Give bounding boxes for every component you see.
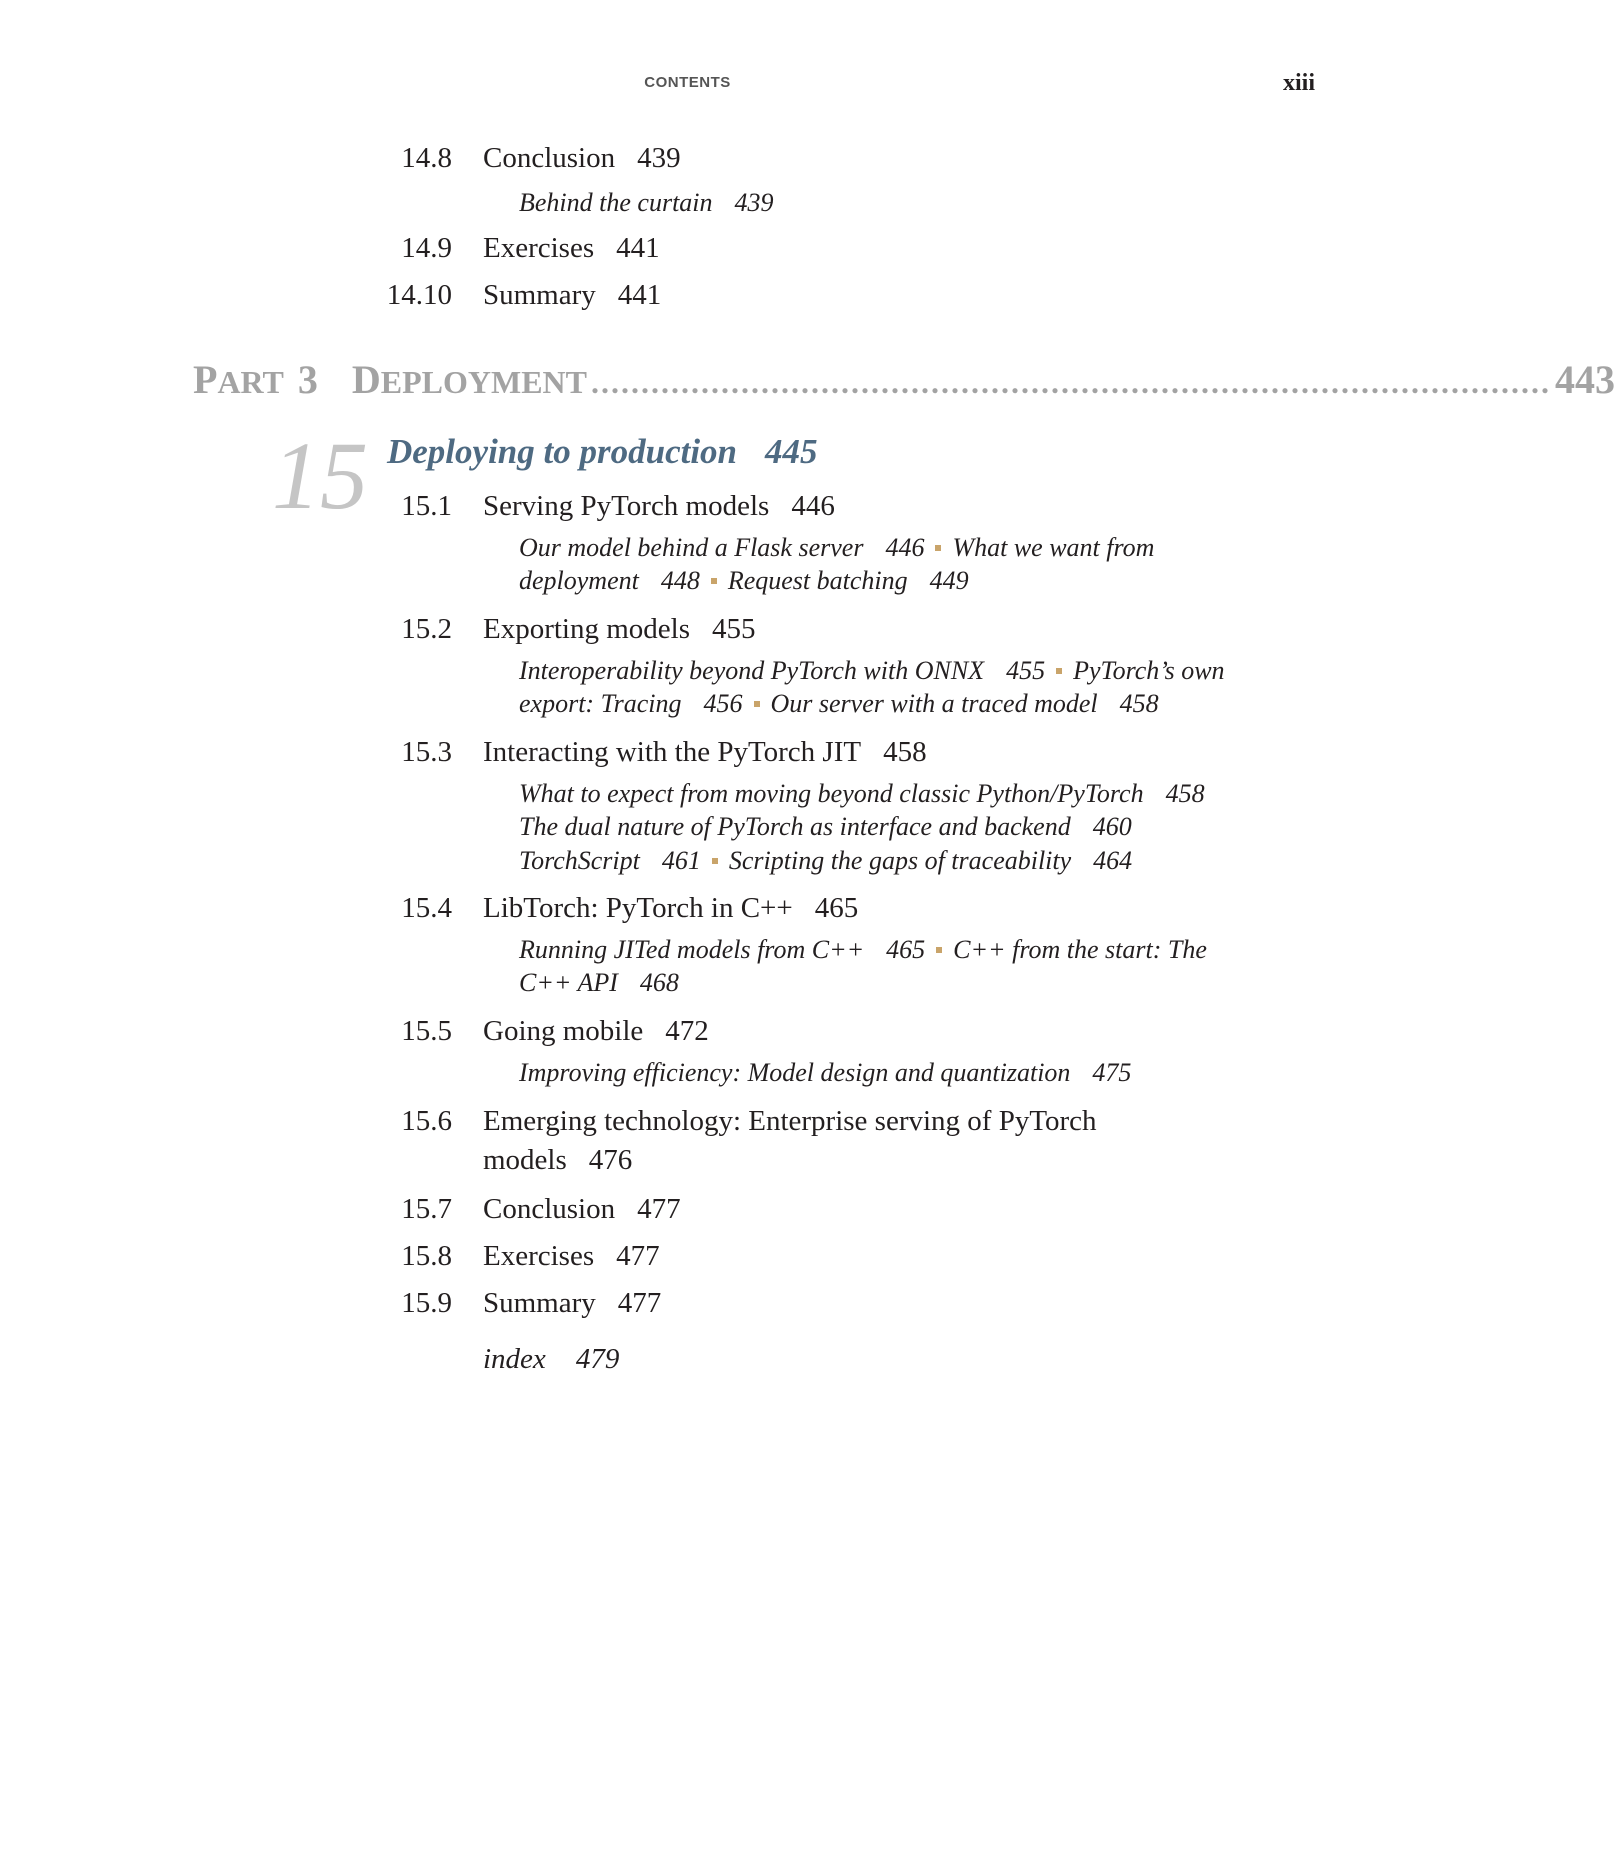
separator-bullet	[754, 701, 760, 707]
chapter-entry[interactable]	[387, 432, 818, 472]
page-ref: 458	[1165, 779, 1205, 808]
subsection-title: What we want from	[952, 533, 1155, 562]
section-number: 14.9	[401, 232, 452, 264]
part-label-initial: P	[193, 357, 218, 402]
subsection-line[interactable]	[519, 1058, 1131, 1088]
chapter-number: 15	[272, 422, 368, 529]
subsection-title: Running JITed models from C++	[519, 935, 865, 964]
section-number: 15.4	[401, 892, 452, 924]
part-title-rest: EPLOYMENT	[380, 364, 587, 400]
subsection-title: Our server with a traced model	[770, 689, 1098, 718]
page-ref: 446	[885, 533, 925, 562]
subsection-line[interactable]	[519, 689, 1159, 719]
section-number: 14.10	[386, 279, 452, 311]
part-page: 443	[1555, 357, 1615, 402]
toc-entry[interactable]	[483, 613, 756, 646]
section-title: LibTorch: PyTorch in C++	[483, 892, 793, 924]
subsection-line[interactable]	[519, 968, 679, 998]
separator-bullet	[711, 578, 717, 584]
subsection-title: Our model behind a Flask server	[519, 533, 864, 562]
subsection-title: C++ from the start: The	[953, 935, 1207, 964]
section-number: 15.7	[401, 1193, 452, 1225]
page-ref: 455	[1006, 656, 1046, 685]
chapter-title: Deploying to production	[387, 432, 738, 471]
section-title: Exercises	[483, 1240, 595, 1272]
section-number: 15.3	[401, 736, 452, 768]
subsection-title: C++ API	[519, 968, 618, 997]
page-ref: 455	[712, 613, 756, 645]
subsection-title: Improving efficiency: Model design and quantization	[519, 1058, 1071, 1087]
toc-entry[interactable]	[483, 736, 927, 769]
section-number: 15.8	[401, 1240, 452, 1272]
subsection-entry[interactable]	[519, 188, 774, 218]
index-entry[interactable]	[483, 1343, 619, 1376]
subsection-title: TorchScript	[519, 846, 640, 875]
page-ref: 465	[814, 892, 859, 924]
section-title: Exercises	[483, 232, 595, 264]
section-number: 15.9	[401, 1287, 452, 1319]
subsection-title: Interoperability beyond PyTorch with ONNX	[519, 656, 985, 685]
part-title-initial: D	[351, 357, 381, 402]
toc-entry[interactable]	[483, 1287, 661, 1320]
part-number: 3	[297, 357, 318, 402]
subsection-line[interactable]	[519, 935, 1207, 965]
page-ref: 476	[588, 1144, 633, 1176]
separator-bullet	[712, 858, 718, 864]
page-ref: 477	[617, 1287, 662, 1319]
page-ref: 464	[1093, 846, 1133, 875]
subsection-title: PyTorch’s own	[1073, 656, 1225, 685]
section-title: Summary	[483, 1287, 596, 1319]
section-number: 15.6	[401, 1105, 452, 1137]
section-title: Emerging technology: Enterprise serving of PyTorch	[483, 1105, 1097, 1137]
toc-entry-continuation[interactable]	[483, 1144, 632, 1177]
page-ref: 446	[791, 490, 835, 522]
page-ref: 475	[1092, 1058, 1132, 1087]
index-label: index	[483, 1343, 546, 1375]
subsection-line[interactable]	[519, 779, 1205, 809]
section-title: Conclusion	[483, 142, 616, 174]
page-ref: 468	[639, 968, 679, 997]
page-ref: 460	[1092, 812, 1132, 841]
subsection-line[interactable]	[519, 566, 969, 596]
part-label-rest: ART	[217, 364, 284, 400]
section-title: Exporting models	[483, 613, 691, 645]
toc-entry[interactable]	[483, 1193, 681, 1226]
toc-entry[interactable]	[483, 1105, 1097, 1138]
page-number: xiii	[1282, 70, 1315, 96]
page-ref: 477	[616, 1240, 660, 1272]
subsection-line[interactable]	[519, 846, 1132, 876]
section-number: 15.2	[401, 613, 452, 645]
page-ref: 461	[661, 846, 701, 875]
subsection-title: Request batching	[727, 566, 908, 595]
subsection-title: What to expect from moving beyond classic Python/PyTorch	[519, 779, 1144, 808]
page-ref: 441	[616, 232, 660, 264]
subsection-title: deployment	[519, 566, 639, 595]
section-number: 14.8	[401, 142, 452, 174]
page-ref: 445	[765, 432, 818, 471]
subsection-title: export: Tracing	[519, 689, 682, 718]
dot-leader: ................................................................................................	[591, 364, 1551, 400]
section-title: Going mobile	[483, 1015, 644, 1047]
separator-bullet	[1056, 668, 1062, 674]
subsection-title: The dual nature of PyTorch as interface and backend	[519, 812, 1071, 841]
section-title: models	[483, 1144, 567, 1176]
toc-entry[interactable]	[483, 232, 660, 265]
page-ref: 439	[734, 188, 774, 217]
toc-entry[interactable]	[483, 142, 681, 175]
section-title: Conclusion	[483, 1193, 616, 1225]
page-ref: 465	[886, 935, 926, 964]
page-ref: 479	[575, 1343, 620, 1375]
page-ref: 441	[617, 279, 662, 311]
toc-entry[interactable]	[483, 1240, 660, 1273]
separator-bullet	[935, 545, 941, 551]
page-ref: 472	[665, 1015, 709, 1047]
page-ref: 458	[883, 736, 927, 768]
subsection-title: Scripting the gaps of traceability	[728, 846, 1072, 875]
running-head: CONTENTS	[644, 74, 731, 91]
separator-bullet	[936, 947, 942, 953]
page-ref: 477	[637, 1193, 681, 1225]
section-number: 15.5	[401, 1015, 452, 1047]
toc-entry[interactable]	[483, 1015, 709, 1048]
section-title: Interacting with the PyTorch JIT	[483, 736, 862, 768]
page-ref: 458	[1119, 689, 1159, 718]
toc-entry[interactable]	[483, 892, 858, 925]
subsection-title: Behind the curtain	[519, 188, 713, 217]
subsection-line[interactable]	[519, 812, 1132, 842]
page-ref: 449	[929, 566, 969, 595]
page-ref: 448	[660, 566, 700, 595]
subsection-line[interactable]	[519, 533, 1154, 563]
toc-entry[interactable]	[483, 490, 835, 523]
section-title: Serving PyTorch models	[483, 490, 770, 522]
toc-entry[interactable]	[483, 279, 661, 312]
section-title: Summary	[483, 279, 596, 311]
page-ref: 456	[703, 689, 743, 718]
subsection-line[interactable]	[519, 656, 1225, 686]
section-number: 15.1	[401, 490, 452, 522]
page-ref: 439	[637, 142, 681, 174]
part-heading[interactable]	[193, 356, 1615, 404]
